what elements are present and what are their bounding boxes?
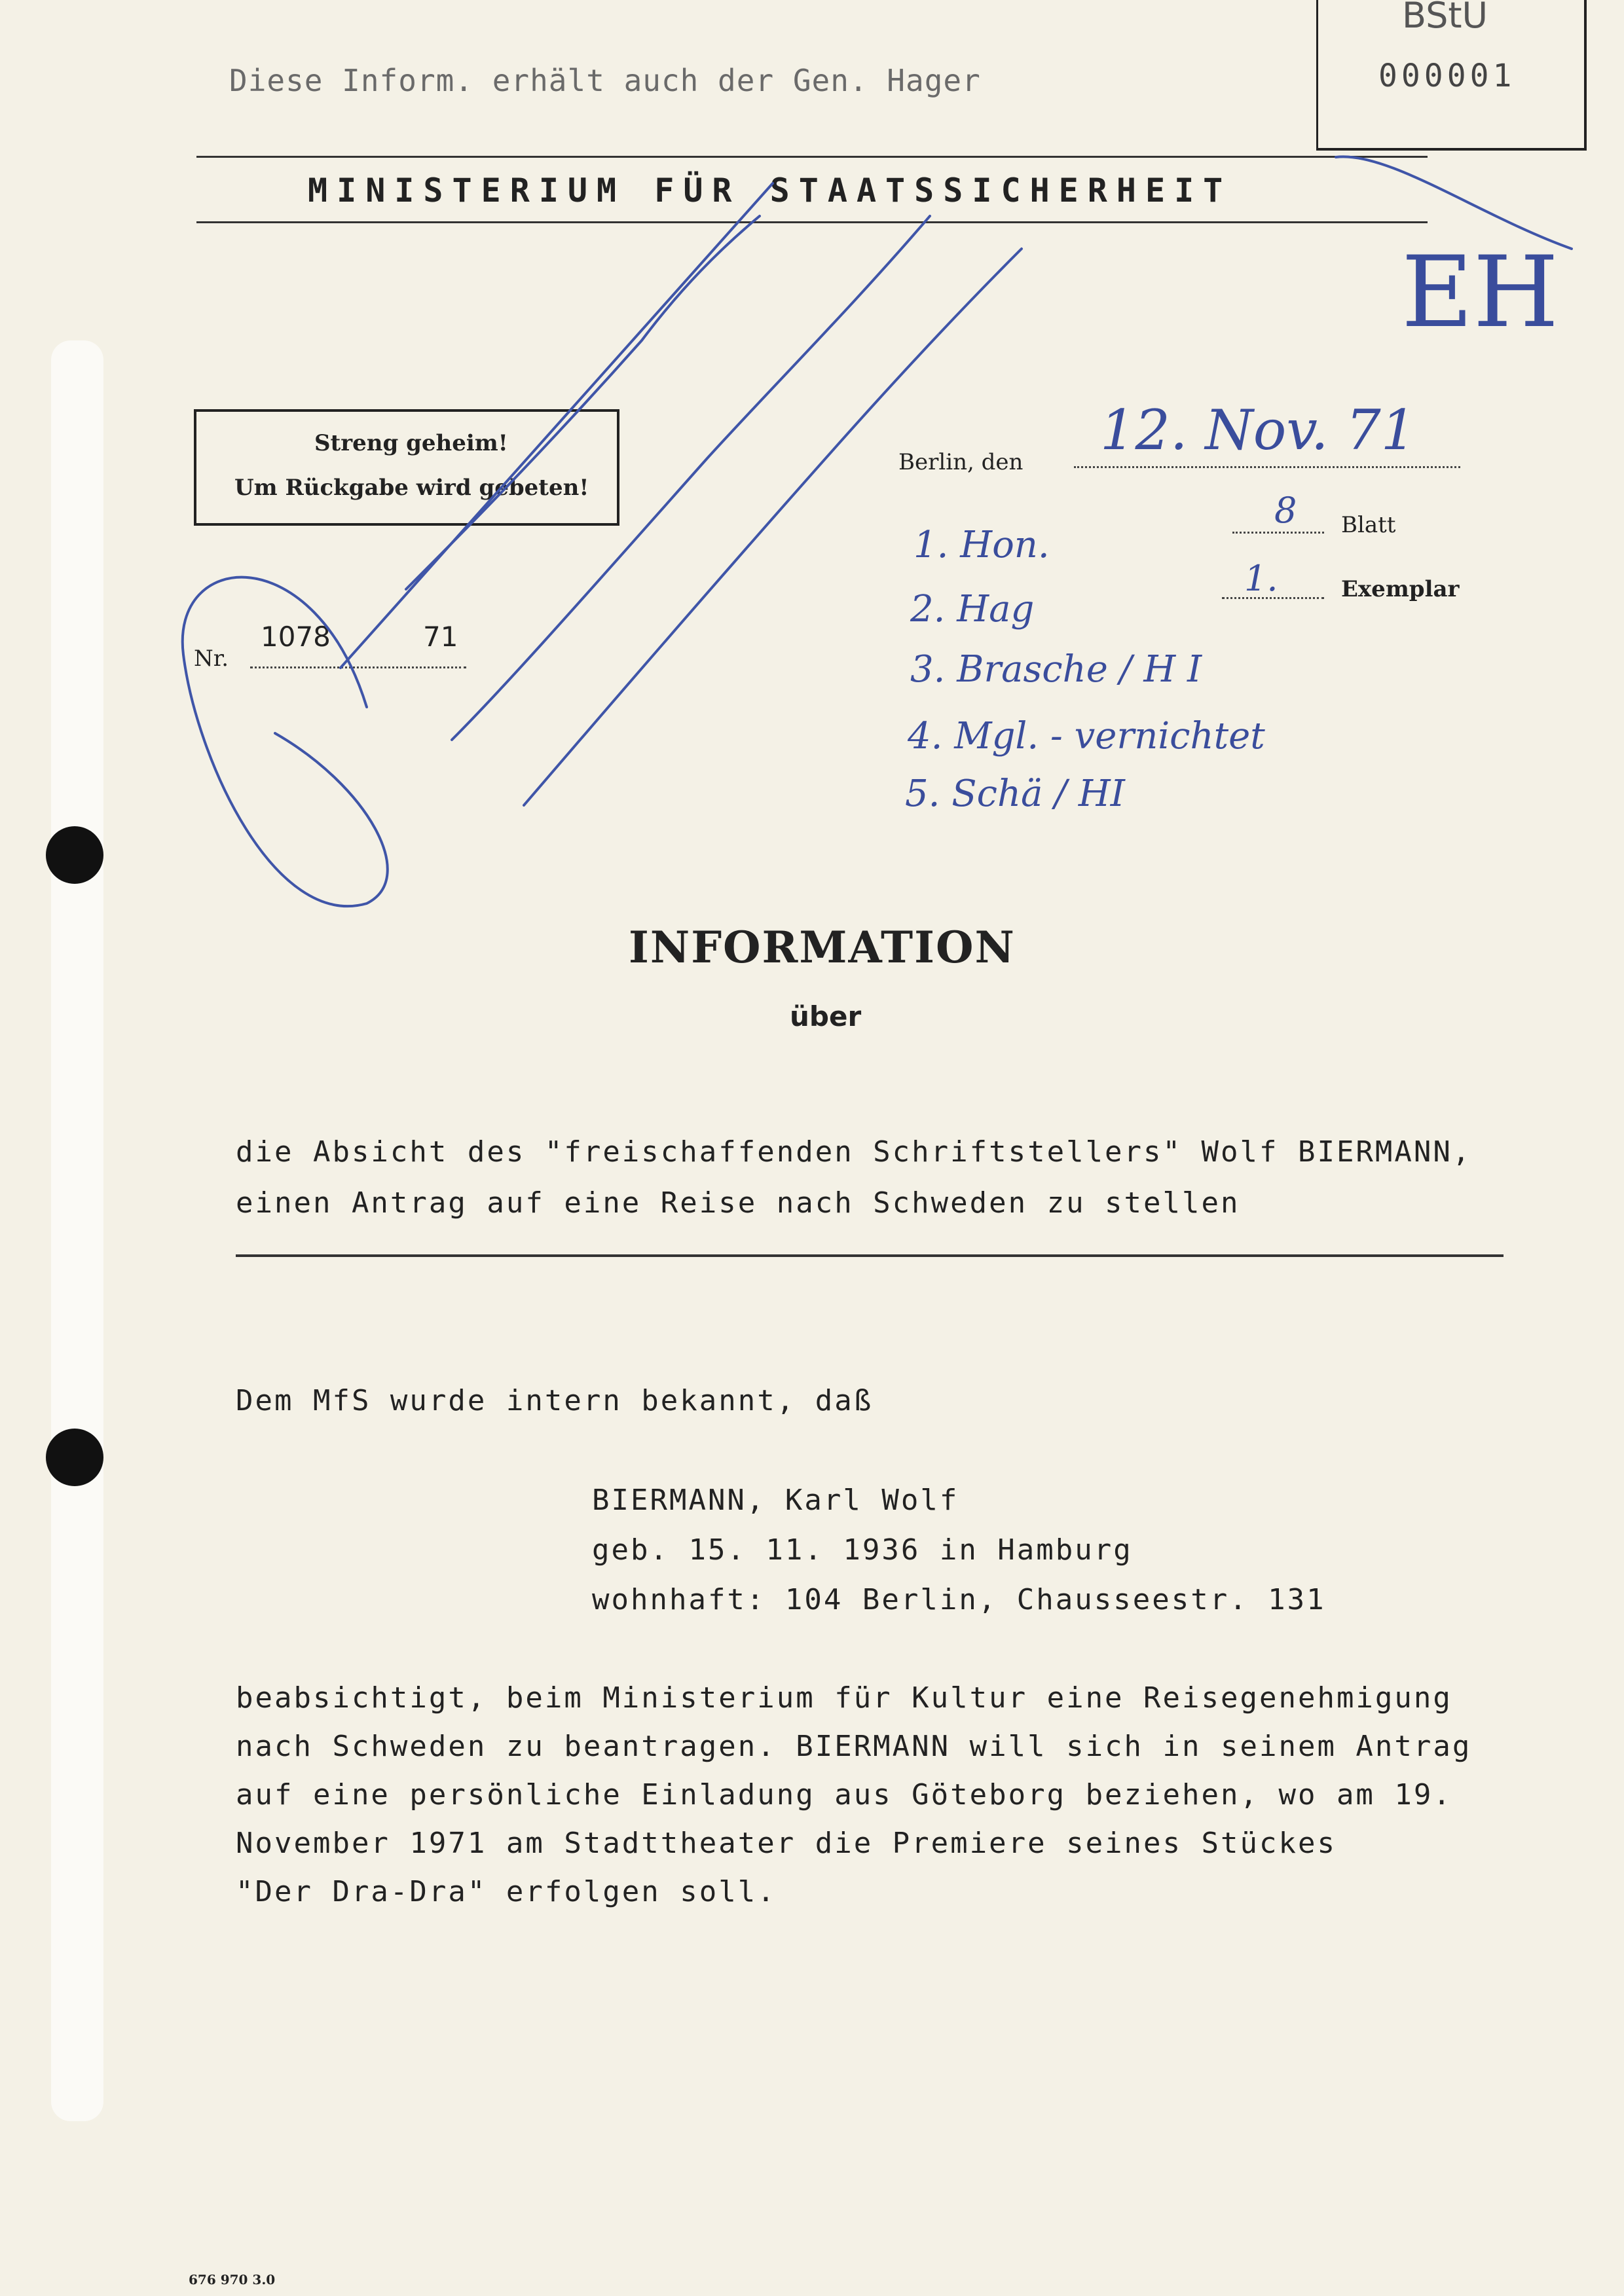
handwritten-distribution-item: 1. Hon. xyxy=(913,524,1050,566)
subject-line: die Absicht des "freischaffenden Schriftstellers" Wolf BIERMANN, xyxy=(236,1135,1472,1169)
sheets-label: Blatt xyxy=(1341,512,1396,538)
date-handwritten: 12. Nov. 71 xyxy=(1100,398,1416,462)
body-paragraph-line: November 1971 am Stadttheater die Premiere seines Stückes xyxy=(236,1827,1337,1860)
sheets-value: 8 xyxy=(1274,490,1297,531)
handwritten-initials: EH xyxy=(1401,236,1559,350)
body-paragraph-line: beabsichtigt, beim Ministerium für Kultur eine Reisegenehmigung xyxy=(236,1681,1452,1715)
number-value: 1078 xyxy=(261,621,331,653)
handwritten-distribution-item: 2. Hag xyxy=(910,588,1035,630)
handwritten-distribution-item: 4. Mgl. - vernichtet xyxy=(908,715,1265,757)
classification-line1: Streng geheim! xyxy=(314,430,508,456)
number-label: Nr. xyxy=(194,646,229,672)
subject-rule xyxy=(236,1254,1504,1257)
body-paragraph-line: nach Schweden zu beantragen. BIERMANN will sich in seinem Antrag xyxy=(236,1730,1472,1763)
archive-stamp-label: BStU xyxy=(1402,0,1488,36)
body-intro: Dem MfS wurde intern bekannt, daß xyxy=(236,1384,874,1417)
person-birth: geb. 15. 11. 1936 in Hamburg xyxy=(592,1533,1133,1567)
copy-value: 1. xyxy=(1244,558,1278,599)
subject-line: einen Antrag auf eine Reise nach Schweden zu stellen xyxy=(236,1186,1240,1220)
ministry-title: MINISTERIUM FÜR STAATSSICHERHEIT xyxy=(308,172,1232,210)
distribution-note: Diese Inform. erhält auch der Gen. Hager xyxy=(229,63,981,98)
person-name: BIERMANN, Karl Wolf xyxy=(592,1484,959,1517)
archive-stamp-number: 000001 xyxy=(1378,58,1516,94)
document-title: INFORMATION xyxy=(629,922,1016,973)
body-paragraph-line: auf eine persönliche Einladung aus Göteborg beziehen, wo am 19. xyxy=(236,1778,1452,1812)
body-paragraph-line: "Der Dra-Dra" erfolgen soll. xyxy=(236,1875,777,1908)
number-year: 71 xyxy=(423,621,458,653)
handwritten-distribution-item: 3. Brasche / H I xyxy=(910,648,1202,691)
form-number: 676 970 3.0 xyxy=(189,2272,276,2287)
place-label: Berlin, den xyxy=(898,449,1024,475)
document-subtitle: über xyxy=(790,1000,862,1032)
classification-line2: Um Rückgabe wird gebeten! xyxy=(234,475,589,501)
person-address: wohnhaft: 104 Berlin, Chausseestr. 131 xyxy=(592,1583,1326,1616)
copy-label: Exemplar xyxy=(1341,576,1460,602)
handwritten-distribution-item: 5. Schä / HI xyxy=(905,773,1125,815)
